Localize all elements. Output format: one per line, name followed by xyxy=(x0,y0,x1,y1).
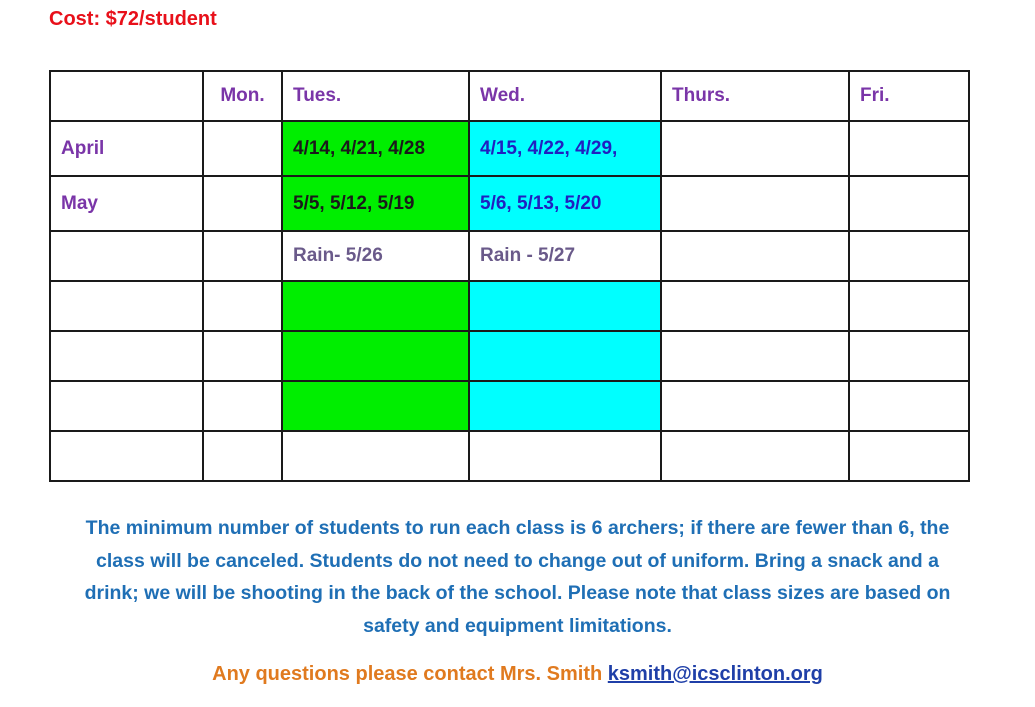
wednesday-cell xyxy=(469,331,661,381)
row-label xyxy=(50,231,203,281)
wednesday-cell: 5/6, 5/13, 5/20 xyxy=(469,176,661,231)
monday-cell xyxy=(203,431,282,481)
schedule-table xyxy=(49,70,970,482)
monday-cell xyxy=(203,231,282,281)
thursday-cell xyxy=(661,331,849,381)
wednesday-cell: 4/15, 4/22, 4/29, xyxy=(469,121,661,176)
friday-cell xyxy=(849,431,969,481)
friday-cell xyxy=(849,176,969,231)
wednesday-rain-cell: Rain - 5/27 xyxy=(469,231,661,281)
table-row xyxy=(50,176,969,231)
tuesday-cell xyxy=(282,331,469,381)
table-row xyxy=(50,121,969,176)
row-label: April xyxy=(50,121,203,176)
header-friday: Fri. xyxy=(849,71,969,121)
class-info-note xyxy=(40,512,995,642)
tuesday-cell: 5/5, 5/12, 5/19 xyxy=(282,176,469,231)
tuesday-cell xyxy=(282,381,469,431)
wednesday-cell xyxy=(469,431,661,481)
monday-cell xyxy=(203,331,282,381)
friday-cell xyxy=(849,381,969,431)
contact-text: Any questions please contact Mrs. Smith xyxy=(212,663,608,685)
friday-cell xyxy=(849,331,969,381)
note-line: The minimum number of students to run each class is 6 archers; if there are fewer than 6, the xyxy=(85,517,950,539)
table-row xyxy=(50,281,969,331)
row-label xyxy=(50,331,203,381)
wednesday-cell xyxy=(469,381,661,431)
row-label: May xyxy=(50,176,203,231)
thursday-cell xyxy=(661,231,849,281)
tuesday-cell: 4/14, 4/21, 4/28 xyxy=(282,121,469,176)
header-wednesday: Wed. xyxy=(469,71,661,121)
monday-cell xyxy=(203,381,282,431)
friday-cell xyxy=(849,121,969,176)
table-row xyxy=(50,381,969,431)
header-corner-cell xyxy=(50,71,203,121)
email-link[interactable]: ksmith@icsclinton.org xyxy=(607,663,823,685)
note-line: drink; we will be shooting in the back of the school. Please note that class sizes are based on xyxy=(84,582,951,604)
note-line: class will be canceled. Students do not need to change out of uniform. Bring a snack and a xyxy=(96,549,939,572)
table-row xyxy=(50,231,969,281)
thursday-cell xyxy=(661,381,849,431)
row-label xyxy=(50,381,203,431)
row-label xyxy=(50,281,203,331)
friday-cell xyxy=(849,231,969,281)
table-row xyxy=(50,431,969,481)
monday-cell xyxy=(203,176,282,231)
header-monday: Mon. xyxy=(203,71,282,121)
thursday-cell xyxy=(661,121,849,176)
thursday-cell xyxy=(661,431,849,481)
row-label xyxy=(50,431,203,481)
table-row xyxy=(50,331,969,381)
note-line: safety and equipment limitations. xyxy=(363,614,672,637)
monday-cell xyxy=(203,281,282,331)
tuesday-rain-cell: Rain- 5/26 xyxy=(282,231,469,281)
tuesday-cell xyxy=(282,431,469,481)
thursday-cell xyxy=(661,176,849,231)
cost-label: Cost: $72/student xyxy=(49,8,217,30)
header-thursday: Thurs. xyxy=(661,71,849,121)
thursday-cell xyxy=(661,281,849,331)
header-tuesday: Tues. xyxy=(282,71,469,121)
tuesday-cell xyxy=(282,281,469,331)
contact-line xyxy=(0,663,1035,686)
wednesday-cell xyxy=(469,281,661,331)
monday-cell xyxy=(203,121,282,176)
friday-cell xyxy=(849,281,969,331)
header-row xyxy=(50,71,969,121)
